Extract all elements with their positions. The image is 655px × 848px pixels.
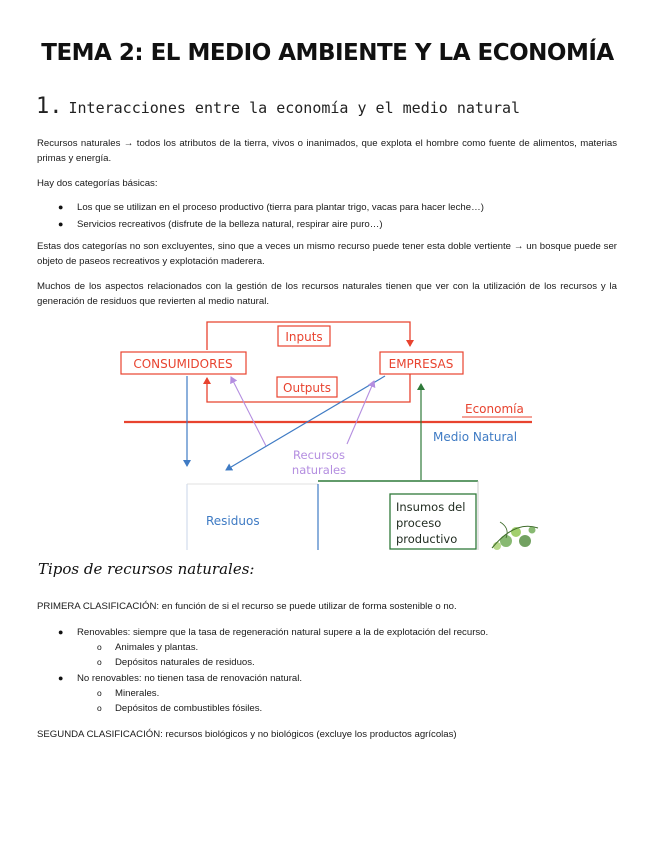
insumos-label-line1: Insumos del: [396, 500, 466, 514]
intro-paragraph: Recursos naturales → todos los atributos de la tierra, vivos o inanimados, que explota el hombre como fuente de alimentos, materias primas y energía.: [37, 138, 617, 164]
sub-list-item: Minerales.: [115, 688, 160, 699]
sub-list-item: Depósitos de combustibles fósiles.: [115, 703, 263, 714]
list-item: Servicios recreativos (disfrute de la belleza natural, respirar aire puro…): [77, 219, 383, 230]
sub-list-item: Animales y plantas.: [115, 642, 199, 653]
recursos-label-line1: Recursos: [293, 448, 345, 462]
section-heading-text: Interacciones entre la economía y el medio natural: [68, 99, 521, 117]
segunda-clasificacion: SEGUNDA CLASIFICACIÓN: recursos biológicos y no biológicos (excluye los productos agrícolas): [37, 729, 457, 740]
sub-bullet-icon: o: [97, 642, 102, 652]
bullet-icon: ●: [58, 627, 64, 637]
inputs-label: Inputs: [285, 330, 323, 344]
bullet-icon: ●: [58, 202, 64, 212]
list-item: Los que se utilizan en el proceso productivo (tierra para plantar trigo, vacas para hacer leche…): [77, 202, 484, 213]
page-title: TEMA 2: EL MEDIO AMBIENTE Y LA ECONOMÍA: [41, 40, 614, 66]
section-number: 1.: [36, 94, 63, 119]
residuos-label: Residuos: [206, 514, 260, 528]
recursos-label-line2: naturales: [291, 463, 347, 477]
sub-bullet-icon: o: [97, 657, 102, 667]
insumos-label-line3: productivo: [396, 532, 458, 546]
list-item: Renovables: siempre que la tasa de regeneración natural supere a la de explotación del recurso.: [77, 627, 489, 638]
paragraph-2: Estas dos categorías no son excluyentes, sino que a veces un mismo recurso puede tener esta doble vertiente → un bosque puede ser objeto de paseos recreativos y explotación maderera.: [37, 241, 617, 267]
leaf-ornament-icon: [492, 522, 538, 550]
consumidores-label: CONSUMIDORES: [133, 357, 233, 371]
economia-label: Economía: [465, 402, 524, 416]
bullet-icon: ●: [58, 219, 64, 229]
paragraph-3: Muchos de los aspectos relacionados con la gestión de los recursos naturales tienen que ver con la utilización de los recursos y la generación de residuos que revierten al medio natural.: [37, 281, 617, 307]
bullet-icon: ●: [58, 673, 64, 683]
sub-bullet-icon: o: [97, 703, 102, 713]
categories-intro: Hay dos categorías básicas:: [37, 178, 158, 189]
recursos-to-consumidores-arrow: [231, 377, 266, 446]
medio-natural-label: Medio Natural: [433, 430, 518, 444]
outputs-label: Outputs: [283, 381, 331, 395]
list-item: No renovables: no tienen tasa de renovación natural.: [77, 673, 303, 684]
insumos-label-line2: proceso: [396, 516, 442, 530]
sub-bullet-icon: o: [97, 688, 102, 698]
sub-list-item: Depósitos naturales de residuos.: [115, 657, 255, 668]
tipos-heading: Tipos de recursos naturales:: [38, 560, 255, 578]
primera-clasificacion: PRIMERA CLASIFICACIÓN: en función de si el recurso se puede utilizar de forma sostenible o no.: [37, 601, 457, 612]
empresas-label: EMPRESAS: [388, 357, 454, 371]
